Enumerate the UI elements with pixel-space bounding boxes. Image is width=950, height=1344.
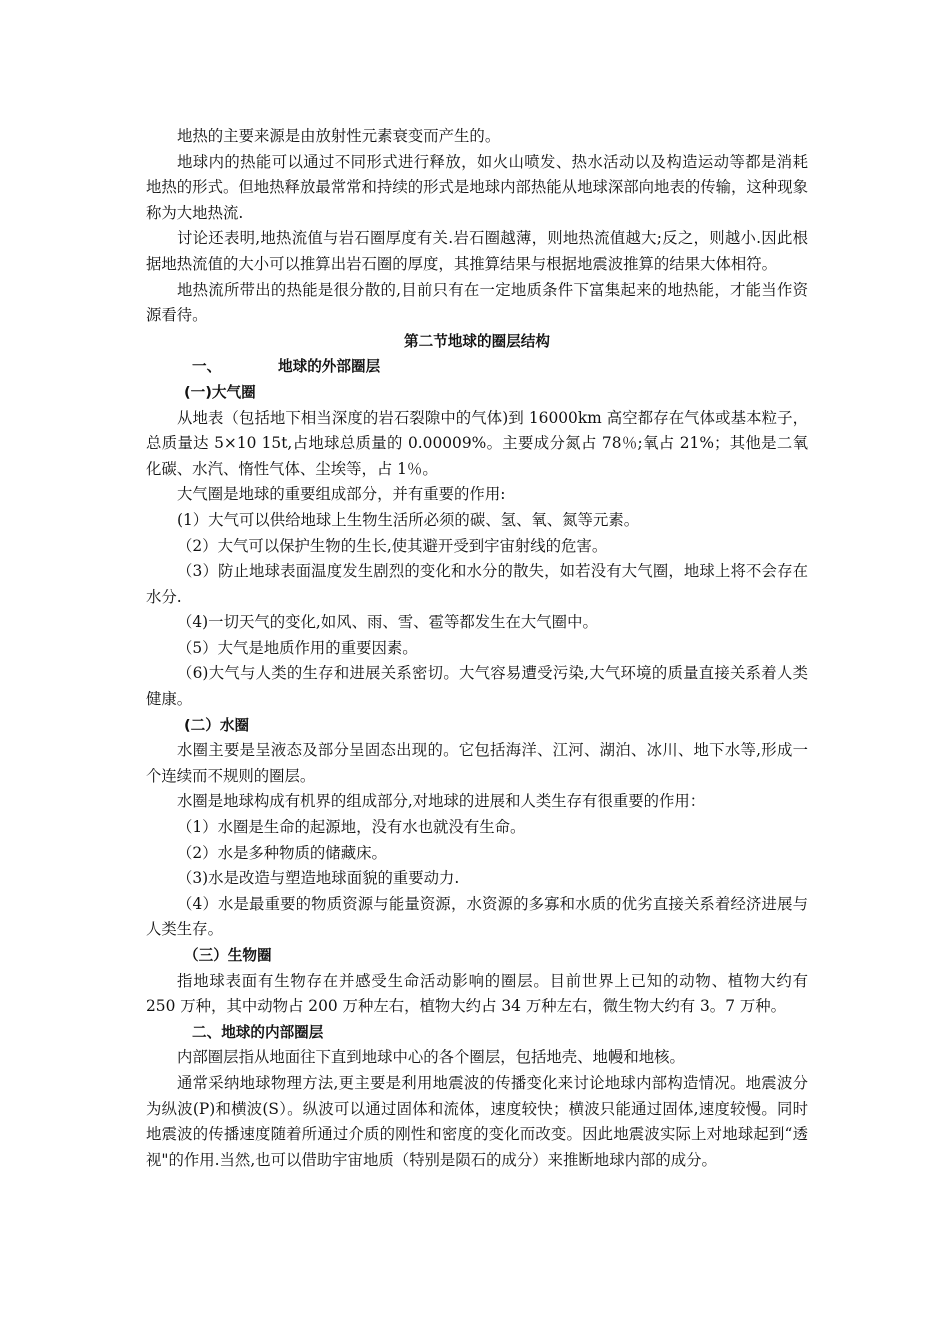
hydrosphere-list-item: （3)水是改造与塑造地球面貌的重要动力. bbox=[177, 869, 460, 888]
section-title: 第二节地球的圈层结构 bbox=[404, 332, 550, 350]
hydrosphere-list-item: （1）水圈是生命的起源地，没有水也就没有生命。 bbox=[177, 818, 526, 837]
part1-title: 地球的外部圈层 bbox=[278, 358, 381, 376]
atmosphere-list-item: （4)一切天气的变化,如风、雨、雪、雹等都发生在大气圈中。 bbox=[177, 613, 598, 632]
hydrosphere-paragraph-2: 水圈是地球构成有机界的组成部分,对地球的进展和人类生存有很重要的作用： bbox=[177, 792, 706, 811]
hydrosphere-list-item: （4）水是最重要的物质资源与能量资源，水资源的多寡和水质的优劣直接关系着经济进展与人类生存。 bbox=[146, 894, 808, 939]
atmosphere-list-item: （2）大气可以保护生物的生长,使其避开受到宇宙射线的危害。 bbox=[177, 536, 608, 555]
part1-heading bbox=[146, 354, 808, 380]
interior-paragraph-2: 通常采纳地球物理方法,更主要是利用地震波的传播变化来讨论地球内部构造情况。地震波分为纵波(P)和横波(S）。纵波可以通过固体和流体，速度较快；横波只能通过固体,速度较慢。同时地震波的传播速度随着所通过介质的刚性和密度的变化而改变。因此地震波实际上对地球起到“透视"的作用.当然,也可以借助宇宙地质（特别是陨石的成分）来推断地球内部的成分。 bbox=[146, 1073, 808, 1169]
part2-heading: 二、地球的内部圈层 bbox=[192, 1023, 324, 1041]
atmosphere-paragraph-1: 从地表（包括地下相当深度的岩石裂隙中的气体)到 16000km 高空都存在气体或基本粒子，总质量达 5×10 15t,占地球总质量的 0.00009%。主要成分氮占 78％;氧占 21%；其他是二氧化碳、水汽、惰性气体、尘埃等，占 1％。 bbox=[146, 408, 808, 478]
paragraph-heat-source: 地热的主要来源是由放射性元素衰变而产生的。 bbox=[177, 127, 501, 145]
paragraph-heat-flow-lithosphere: 讨论还表明,地热流值与岩石圈厚度有关.岩石圈越薄，则地热流值越大;反之，则越小.因此根据地热流值的大小可以推算出岩石圈的厚度，其推算结果与根据地震波推算的结果大体相符。 bbox=[146, 229, 808, 273]
biosphere-heading: （三）生物圈 bbox=[184, 947, 272, 964]
hydrosphere-list-item: （2）水是多种物质的储藏床。 bbox=[177, 843, 387, 862]
atmosphere-heading: (一)大气圈 bbox=[184, 383, 256, 401]
part1-number: 一、 bbox=[192, 358, 222, 376]
atmosphere-paragraph-2: 大气圈是地球的重要组成部分，并有重要的作用: bbox=[177, 485, 506, 504]
paragraph-heat-release: 地球内的热能可以通过不同形式进行释放，如火山喷发、热水活动以及构造运动等都是消耗地热的形式。但地热释放最常常和持续的形式是地球内部热能从地球深部向地表的传输，这种现象称为大地热流. bbox=[146, 152, 808, 222]
atmosphere-list-item: (1）大气可以供给地球上生物生活所必须的碳、氢、氧、氮等元素。 bbox=[177, 510, 640, 529]
atmosphere-list-item: （3）防止地球表面温度发生剧烈的变化和水分的散失，如若没有大气圈，地球上将不会存在水分. bbox=[146, 562, 808, 606]
hydrosphere-heading: (二）水圈 bbox=[184, 716, 250, 734]
atmosphere-list-item: （6)大气与人类的生存和进展关系密切。大气容易遭受污染,大气环境的质量直接关系着人类健康。 bbox=[146, 664, 808, 709]
paragraph-geothermal-resource: 地热流所带出的热能是很分散的,目前只有在一定地质条件下富集起来的地热能，才能当作资源看待。 bbox=[146, 280, 808, 325]
biosphere-paragraph-1: 指地球表面有生物存在并感受生命活动影响的圈层。目前世界上已知的动物、植物大约有 250 万种，其中动物占 200 万种左右，植物大约占 34 万种左右，微生物大约有 3。7 万种。 bbox=[146, 971, 808, 1016]
hydrosphere-paragraph-1: 水圈主要是呈液态及部分呈固态出现的。它包括海洋、江河、湖泊、冰川、地下水等,形成一个连续而不规则的圈层。 bbox=[146, 741, 808, 785]
atmosphere-list-item: （5）大气是地质作用的重要因素。 bbox=[177, 638, 418, 657]
interior-paragraph-1: 内部圈层指从地面往下直到地球中心的各个圈层，包括地壳、地幔和地核。 bbox=[177, 1048, 685, 1067]
